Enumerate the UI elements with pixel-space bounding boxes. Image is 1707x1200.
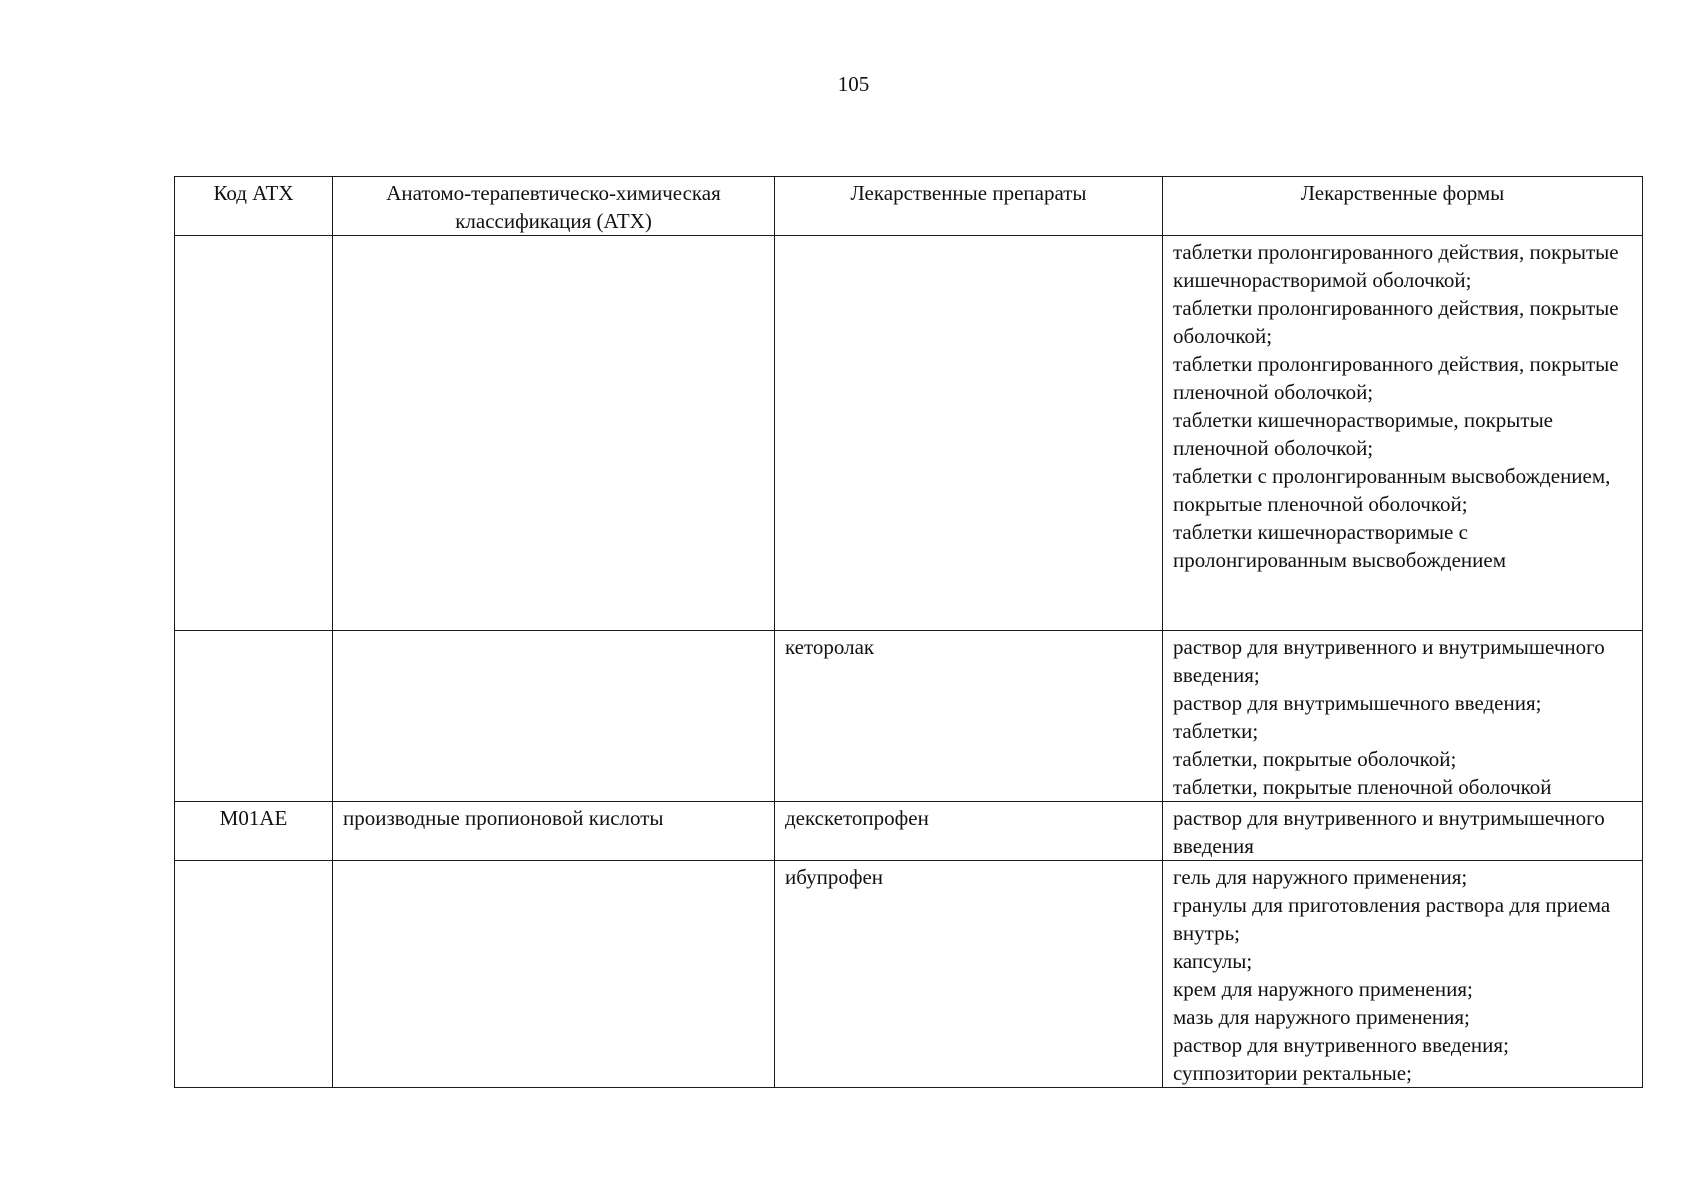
dosage-form-item: гранулы для приготовления раствора для приема внутрь; (1173, 893, 1611, 945)
dosage-form-item: таблетки; (1173, 719, 1259, 743)
dosage-form-item: суппозитории ректальные; (1173, 1061, 1412, 1085)
dosage-form-item: раствор для внутривенного и внутримышечного введения (1173, 806, 1605, 858)
dosage-form-item: таблетки пролонгированного действия, покрытые кишечнорастворимой оболочкой; (1173, 240, 1619, 292)
drug-cell: ибупрофен (775, 861, 1163, 1088)
dosage-form-item: раствор для внутримышечного введения; (1173, 691, 1542, 715)
atx-code-cell (175, 861, 333, 1088)
table-row (175, 631, 1643, 802)
dosage-form-item: таблетки кишечнорастворимые с пролонгированным высвобождением (1173, 520, 1506, 572)
dosage-form-item: раствор для внутривенного и внутримышечного введения; (1173, 635, 1605, 687)
classification-cell (333, 236, 775, 631)
table-header-row (175, 177, 1643, 236)
dosage-form-item: таблетки, покрытые оболочкой; (1173, 747, 1457, 771)
atx-code-cell: M01AE (175, 802, 333, 861)
page-number: 105 (837, 72, 870, 96)
header-drugs: Лекарственные препараты (775, 177, 1163, 236)
classification-cell (333, 631, 775, 802)
dosage-forms-cell (1163, 631, 1643, 802)
dosage-form-item: таблетки пролонгированного действия, покрытые оболочкой; (1173, 296, 1619, 348)
dosage-form-item: капсулы; (1173, 949, 1253, 973)
dosage-form-item: гель для наружного применения; (1173, 865, 1468, 889)
dosage-forms-cell (1163, 802, 1643, 861)
atx-code-cell (175, 631, 333, 802)
header-dosage-forms: Лекарственные формы (1163, 177, 1643, 236)
dosage-form-item: таблетки, покрытые пленочной оболочкой (1173, 775, 1552, 799)
drug-cell (775, 236, 1163, 631)
header-atx-classification: Анатомо-терапевтическо-химическая классификация (АТХ) (333, 177, 775, 236)
atx-code-cell (175, 236, 333, 631)
classification-cell (333, 861, 775, 1088)
dosage-form-item: таблетки кишечнорастворимые, покрытые пленочной оболочкой; (1173, 408, 1553, 460)
dosage-form-item: таблетки пролонгированного действия, покрытые пленочной оболочкой; (1173, 352, 1619, 404)
dosage-form-item: таблетки с пролонгированным высвобождением, покрытые пленочной оболочкой; (1173, 464, 1611, 516)
dosage-forms-cell (1163, 236, 1643, 631)
classification-cell: производные пропионовой кислоты (333, 802, 775, 861)
table-row (175, 802, 1643, 861)
table-row (175, 236, 1643, 631)
dosage-form-item: раствор для внутривенного введения; (1173, 1033, 1509, 1057)
dosage-form-item: крем для наружного применения; (1173, 977, 1473, 1001)
drug-cell: кеторолак (775, 631, 1163, 802)
drug-cell: декскетопрофен (775, 802, 1163, 861)
dosage-forms-cell (1163, 861, 1643, 1088)
table-row (175, 861, 1643, 1088)
atx-drug-table (174, 176, 1643, 1088)
dosage-form-item: мазь для наружного применения; (1173, 1005, 1470, 1029)
header-atx-code: Код АТХ (175, 177, 333, 236)
